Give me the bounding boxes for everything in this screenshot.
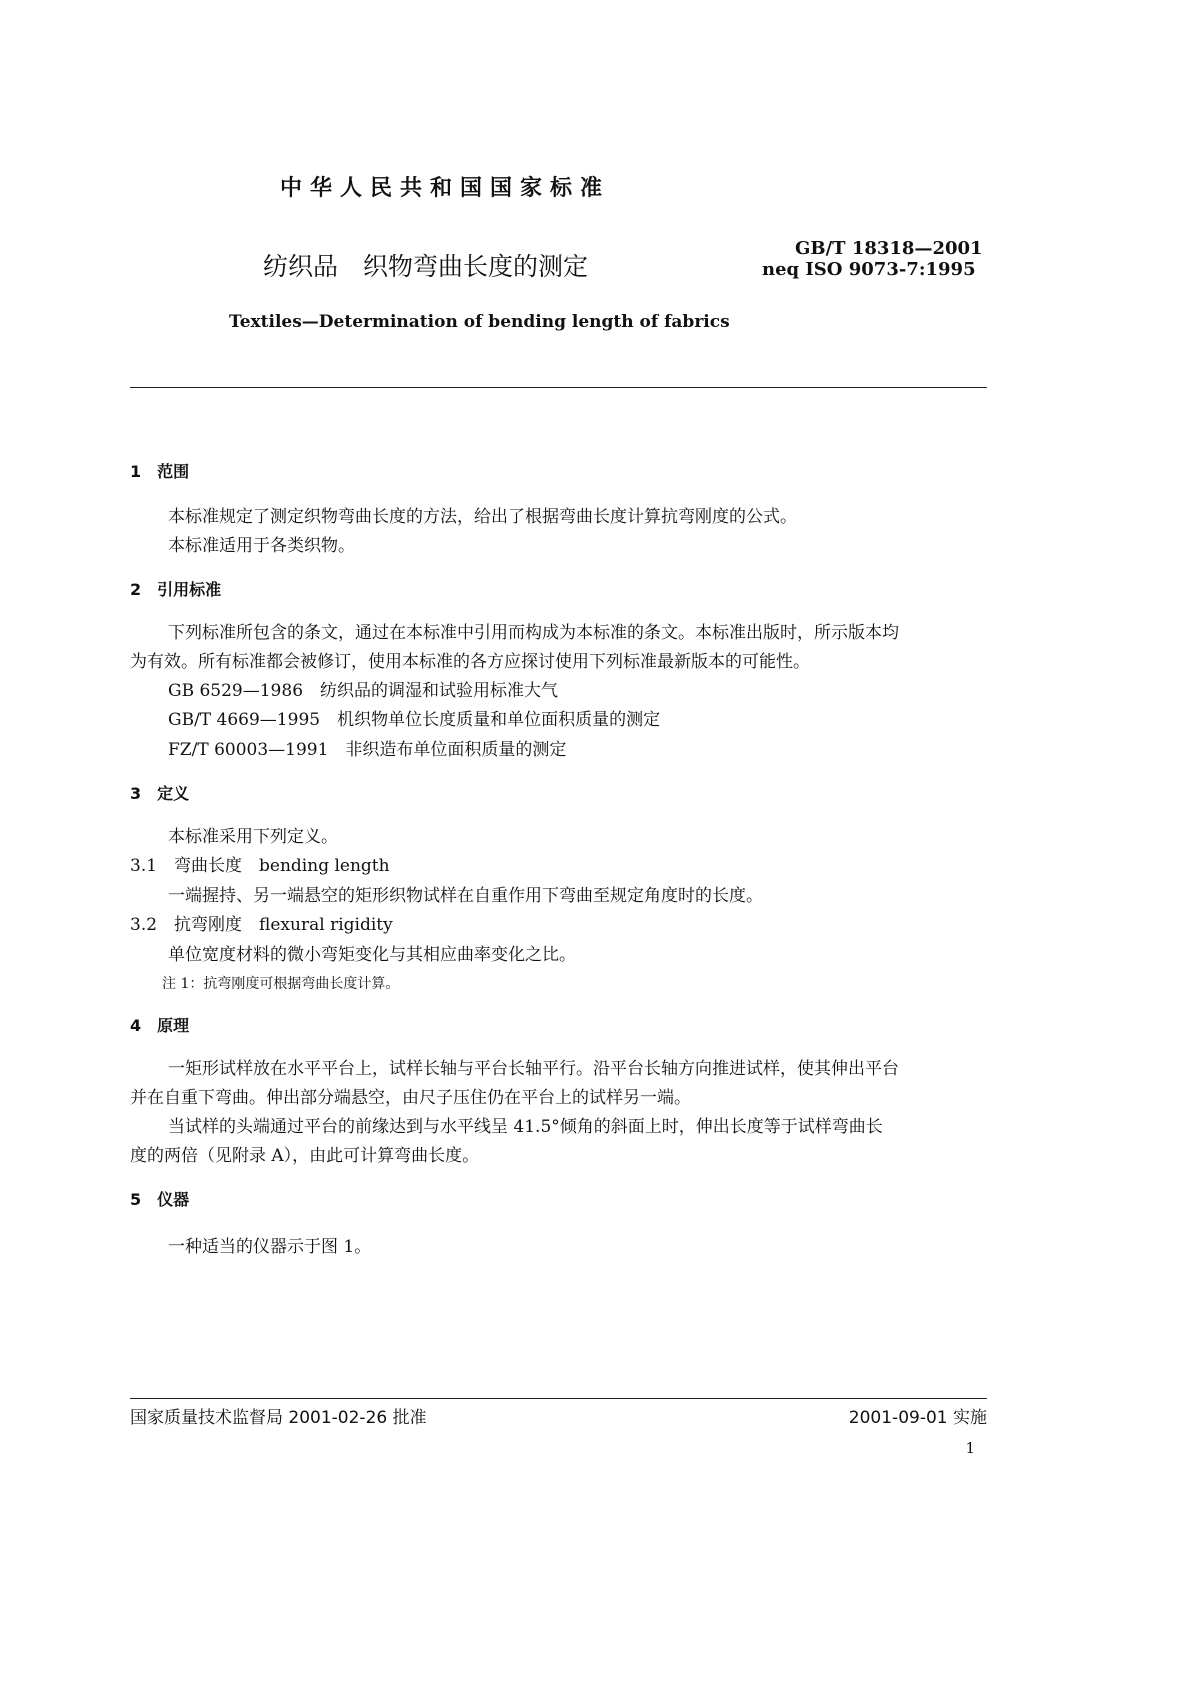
section-heading: 1 范围: [130, 462, 190, 481]
paragraph-line: 本标准适用于各类织物。: [168, 536, 355, 556]
paragraph-line: 并在自重下弯曲。伸出部分端悬空，由尺子压住仍在平台上的试样另一端。: [130, 1088, 691, 1108]
equivalent-standard: neq ISO 9073-7:1995: [762, 259, 976, 280]
definition-text: 一端握持、另一端悬空的矩形织物试样在自重作用下弯曲至规定角度时的长度。: [168, 886, 763, 906]
definition-text: 单位宽度材料的微小弯矩变化与其相应曲率变化之比。: [168, 945, 576, 965]
section-heading: 4 原理: [130, 1016, 190, 1035]
reference-item: GB/T 4669—1995 机织物单位长度质量和单位面积质量的测定: [168, 710, 661, 730]
reference-item: GB 6529—1986 纺织品的调湿和试验用标准大气: [168, 681, 559, 701]
paragraph-line: 本标准规定了测定织物弯曲长度的方法，给出了根据弯曲长度计算抗弯刚度的公式。: [168, 507, 797, 527]
section-heading: 3 定义: [130, 784, 190, 803]
paragraph-line: 当试样的头端通过平台的前缘达到与水平线呈 41.5°倾角的斜面上时，伸出长度等于试样弯曲长: [168, 1117, 883, 1137]
paragraph-line: 度的两倍（见附录 A），由此可计算弯曲长度。: [130, 1146, 480, 1166]
paragraph-line: 下列标准所包含的条文，通过在本标准中引用而构成为本标准的条文。本标准出版时，所示版本均: [168, 623, 899, 643]
section-heading: 5 仪器: [130, 1190, 190, 1209]
paragraph-line: 本标准采用下列定义。: [168, 827, 338, 847]
paragraph-line: 一矩形试样放在水平平台上，试样长轴与平台长轴平行。沿平台长轴方向推进试样，使其伸出平台: [168, 1059, 899, 1079]
footer-divider: [130, 1398, 987, 1399]
header-divider: [130, 387, 987, 388]
section-heading: 2 引用标准: [130, 580, 222, 599]
approval-date: 国家质量技术监督局 2001-02-26 批准: [130, 1408, 427, 1428]
reference-item: FZ/T 60003—1991 非织造布单位面积质量的测定: [168, 740, 567, 760]
implementation-date: 2001-09-01 实施: [848, 1408, 987, 1428]
paragraph-line: 一种适当的仪器示于图 1。: [168, 1237, 372, 1257]
standard-code: GB/T 18318—2001: [795, 238, 983, 259]
document-title-cn: 纺织品 织物弯曲长度的测定: [263, 252, 589, 281]
definition-term: 3.2 抗弯刚度 flexural rigidity: [130, 915, 393, 935]
note: 注 1：抗弯刚度可根据弯曲长度计算。: [162, 976, 400, 992]
document-title-en: Textiles—Determination of bending length of fabrics: [229, 312, 730, 332]
paragraph-line: 为有效。所有标准都会被修订，使用本标准的各方应探讨使用下列标准最新版本的可能性。: [130, 652, 810, 672]
definition-term: 3.1 弯曲长度 bending length: [130, 856, 390, 876]
page-number: 1: [965, 1439, 975, 1457]
national-standard-title: 中华人民共和国国家标准: [280, 176, 611, 201]
